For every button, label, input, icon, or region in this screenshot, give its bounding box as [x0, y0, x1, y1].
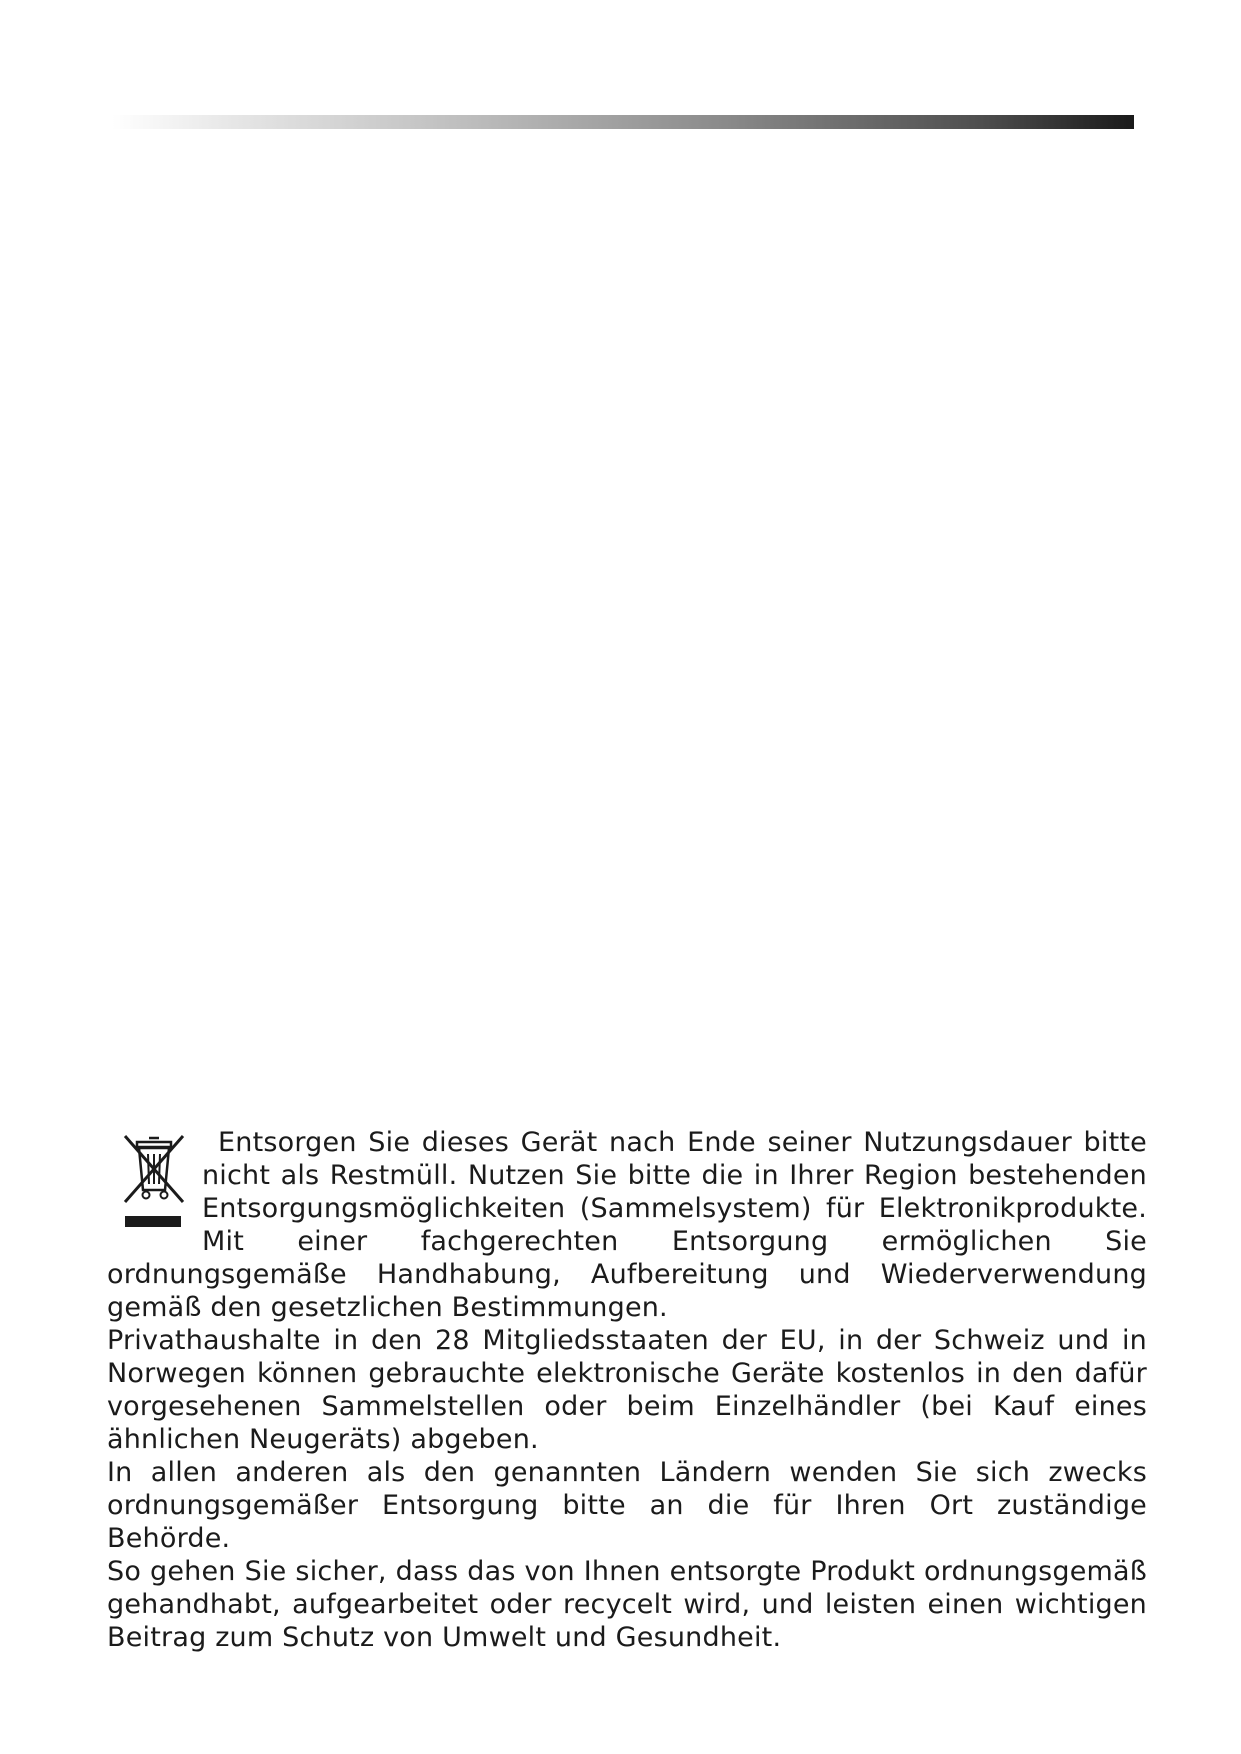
disposal-paragraph-4: So gehen Sie sicher, dass das von Ihnen entsorgte Produkt ordnungsgemäß gehandhabt, aufgearbeitet oder recycelt wird, und leisten einen wichtigen Beitrag zum Schutz von Umwelt und Gesundheit.	[107, 1556, 1147, 1653]
disposal-notice	[107, 1126, 1147, 1654]
disposal-paragraph-3: In allen anderen als den genannten Ländern wenden Sie sich zwecks ordnungsgemäßer Entsorgung bitte an die für Ihren Ort zuständige Behörde.	[107, 1457, 1147, 1554]
header-gradient-rule	[112, 115, 1134, 129]
disposal-paragraph-1: Entsorgen Sie dieses Gerät nach Ende seiner Nutzungsdauer bitte nicht als Restmüll. Nutzen Sie bitte die in Ihrer Region bestehenden Entsorgungsmöglichkeiten (Sammelsystem) für Elektronikprodukte. Mit einer fachgerechten Entsorgung ermöglichen Sie ordnungsgemäße Handhabung, Aufbereitung und Wiederverwendung gemäß den gesetzlichen Bestimmungen.	[107, 1127, 1147, 1323]
crossed-out-wheelie-bin-icon	[119, 1132, 189, 1230]
disposal-paragraph-2: Privathaushalte in den 28 Mitgliedsstaaten der EU, in der Schweiz und in Norwegen können gebrauchte elektronische Geräte kostenlos in den dafür vorgesehenen Sammelstellen oder beim Einzelhändler (bei Kauf eines ähnlichen Neugeräts) abgeben.	[107, 1325, 1147, 1455]
